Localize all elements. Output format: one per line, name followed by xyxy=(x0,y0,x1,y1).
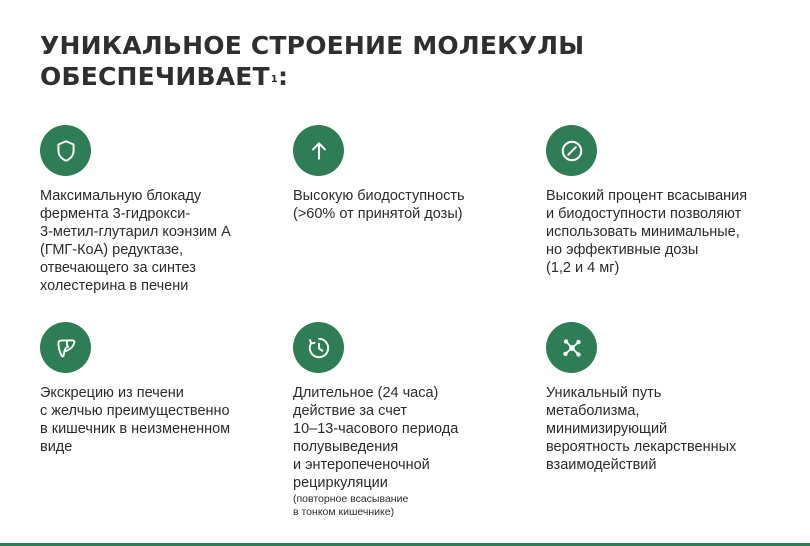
shield-icon xyxy=(40,125,91,176)
title-line-2 xyxy=(40,61,600,92)
page-title xyxy=(40,30,600,92)
feature-item-duration xyxy=(293,322,458,519)
feature-text-line: но эффективные дозы xyxy=(546,242,699,258)
feature-note-line: в тонком кишечнике) xyxy=(293,506,395,518)
feature-item-bioavailability xyxy=(293,125,465,223)
feature-text xyxy=(293,384,458,492)
footnote-mark: 1 xyxy=(270,74,278,85)
title-line-1: УНИКАЛЬНОЕ СТРОЕНИЕ МОЛЕКУЛЫ xyxy=(40,31,585,60)
feature-text-line: и биодоступности позволяют xyxy=(546,206,742,222)
feature-text-line: минимизирующий xyxy=(546,421,668,437)
network-icon xyxy=(546,322,597,373)
feature-text-line: Длительное (24 часа) xyxy=(293,385,439,401)
feature-text-line: отвечающего за синтез xyxy=(40,260,196,276)
feature-item-enzyme-blockade xyxy=(40,125,231,295)
feature-item-absorption xyxy=(546,125,747,277)
feature-text-line: 3-метил-глутарил коэнзим А xyxy=(40,224,231,240)
feature-text-line: Максимальную блокаду xyxy=(40,188,202,204)
feature-text-line: Уникальный путь xyxy=(546,385,662,401)
feature-text-line: Экскрецию из печени xyxy=(40,385,184,401)
feature-text xyxy=(546,187,747,277)
feature-text xyxy=(40,187,231,295)
feature-text xyxy=(546,384,736,474)
feature-text-line: с желчью преимущественно xyxy=(40,403,230,419)
feature-text-line: метаболизма, xyxy=(546,403,640,419)
feature-text-line: 10–13-часового периода xyxy=(293,421,459,437)
feature-text-line: Высокую биодоступность xyxy=(293,188,465,204)
feature-text xyxy=(40,384,230,456)
feature-note-line: (повторное всасывание xyxy=(293,493,409,505)
feature-item-excretion xyxy=(40,322,230,456)
feature-text-line: и энтеропеченочной xyxy=(293,457,430,473)
feature-text xyxy=(293,187,465,223)
feature-text-line: использовать минимальные, xyxy=(546,224,740,240)
feature-text-line: (1,2 и 4 мг) xyxy=(546,260,620,276)
clock-icon xyxy=(293,322,344,373)
prohibited-circle-icon xyxy=(546,125,597,176)
feature-footnote xyxy=(293,493,458,519)
feature-item-metabolism xyxy=(546,322,736,474)
arrow-up-icon xyxy=(293,125,344,176)
feature-text-line: взаимодействий xyxy=(546,457,657,473)
feature-text-line: холестерина в печени xyxy=(40,278,189,294)
feature-text-line: действие за счет xyxy=(293,403,408,419)
feature-text-line: вероятность лекарственных xyxy=(546,439,737,455)
feature-text-line: полувыведения xyxy=(293,439,399,455)
liver-icon xyxy=(40,322,91,373)
feature-text-line: виде xyxy=(40,439,73,455)
feature-text-line: рециркуляции xyxy=(293,475,388,491)
feature-text-line: в кишечник в неизмененном xyxy=(40,421,231,437)
feature-text-line: (>60% от принятой дозы) xyxy=(293,206,463,222)
feature-text-line: фермента 3-гидрокси- xyxy=(40,206,191,222)
title-suffix: : xyxy=(277,62,289,91)
feature-text-line: (ГМГ-КоА) редуктазе, xyxy=(40,242,184,258)
title-line-2-text: ОБЕСПЕЧИВАЕТ xyxy=(40,62,270,91)
feature-text-line: Высокий процент всасывания xyxy=(546,188,748,204)
